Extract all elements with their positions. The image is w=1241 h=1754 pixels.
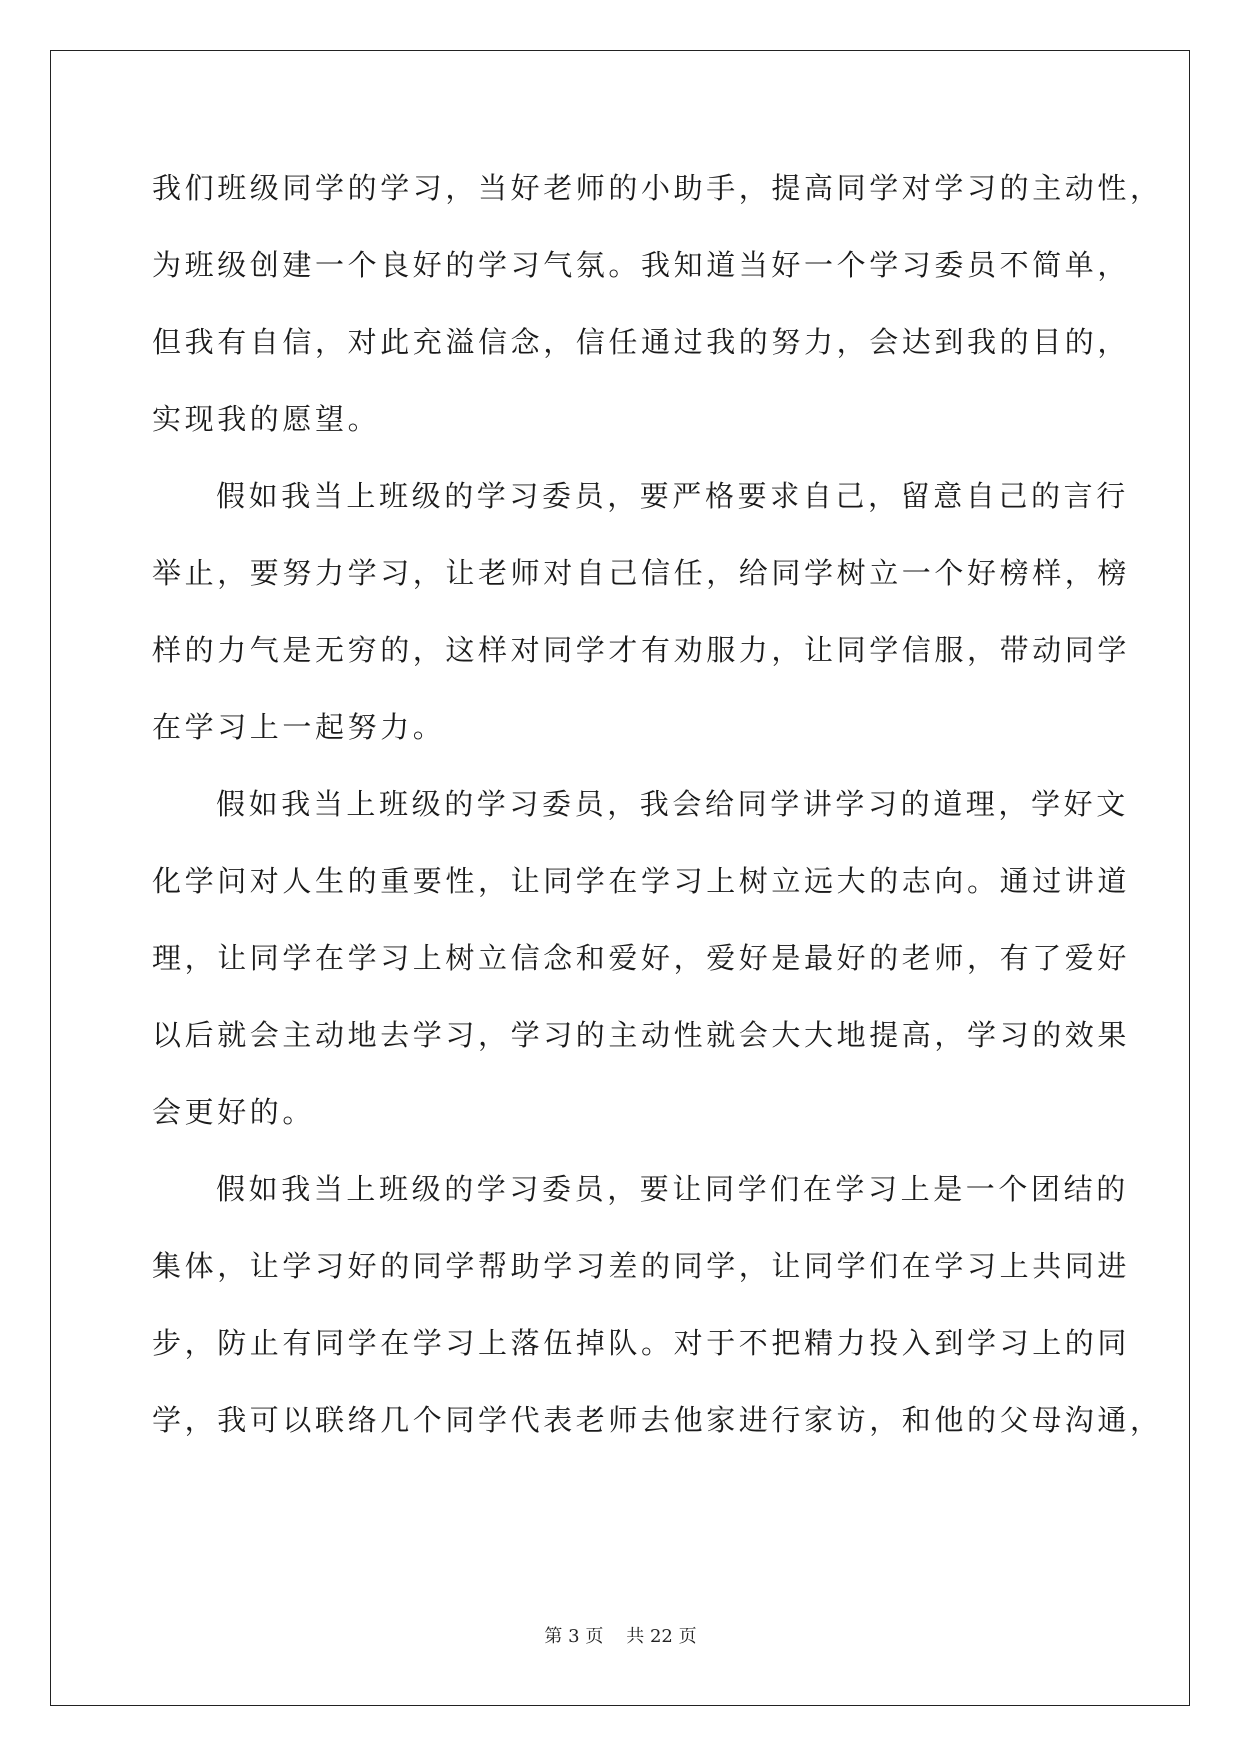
text-line: 但我有自信，对此充溢信念，信任通过我的努力，会达到我的目的， — [152, 325, 1131, 359]
page-total: 共 22 页 — [626, 1626, 697, 1647]
text-line: 理，让同学在学习上树立信念和爱好，爱好是最好的老师，有了爱好 — [152, 941, 1131, 975]
text-line: 假如我当上班级的学习委员，要严格要求自己，留意自己的言行 — [216, 479, 1129, 513]
paragraph — [152, 1151, 1163, 1459]
text-line: 会更好的。 — [152, 1095, 316, 1129]
paragraph — [152, 150, 1163, 458]
paragraph — [152, 766, 1131, 1151]
page-footer — [0, 1622, 1241, 1648]
text-line: 实现我的愿望。 — [152, 402, 381, 436]
text-line: 我们班级同学的学习，当好老师的小助手，提高同学对学习的主动性， — [152, 171, 1163, 205]
text-line: 样的力气是无穷的，这样对同学才有劝服力，让同学信服，带动同学 — [152, 633, 1131, 667]
text-line: 举止，要努力学习，让老师对自己信任，给同学树立一个好榜样，榜 — [152, 556, 1131, 590]
paragraph — [152, 458, 1131, 766]
text-line: 集体，让学习好的同学帮助学习差的同学，让同学们在学习上共同进 — [152, 1249, 1131, 1283]
text-line: 假如我当上班级的学习委员，要让同学们在学习上是一个团结的 — [216, 1172, 1129, 1206]
text-line: 以后就会主动地去学习，学习的主动性就会大大地提高，学习的效果 — [152, 1018, 1131, 1052]
text-line: 假如我当上班级的学习委员，我会给同学讲学习的道理，学好文 — [216, 787, 1129, 821]
page-number: 第 3 页 — [544, 1626, 604, 1647]
text-line: 化学问对人生的重要性，让同学在学习上树立远大的志向。通过讲道 — [152, 864, 1131, 898]
text-line: 在学习上一起努力。 — [152, 710, 446, 744]
text-line: 为班级创建一个良好的学习气氛。我知道当好一个学习委员不简单， — [152, 248, 1131, 282]
document-body — [152, 150, 1163, 1459]
text-line: 学，我可以联络几个同学代表老师去他家进行家访，和他的父母沟通， — [152, 1403, 1163, 1437]
text-line: 步，防止有同学在学习上落伍掉队。对于不把精力投入到学习上的同 — [152, 1326, 1131, 1360]
